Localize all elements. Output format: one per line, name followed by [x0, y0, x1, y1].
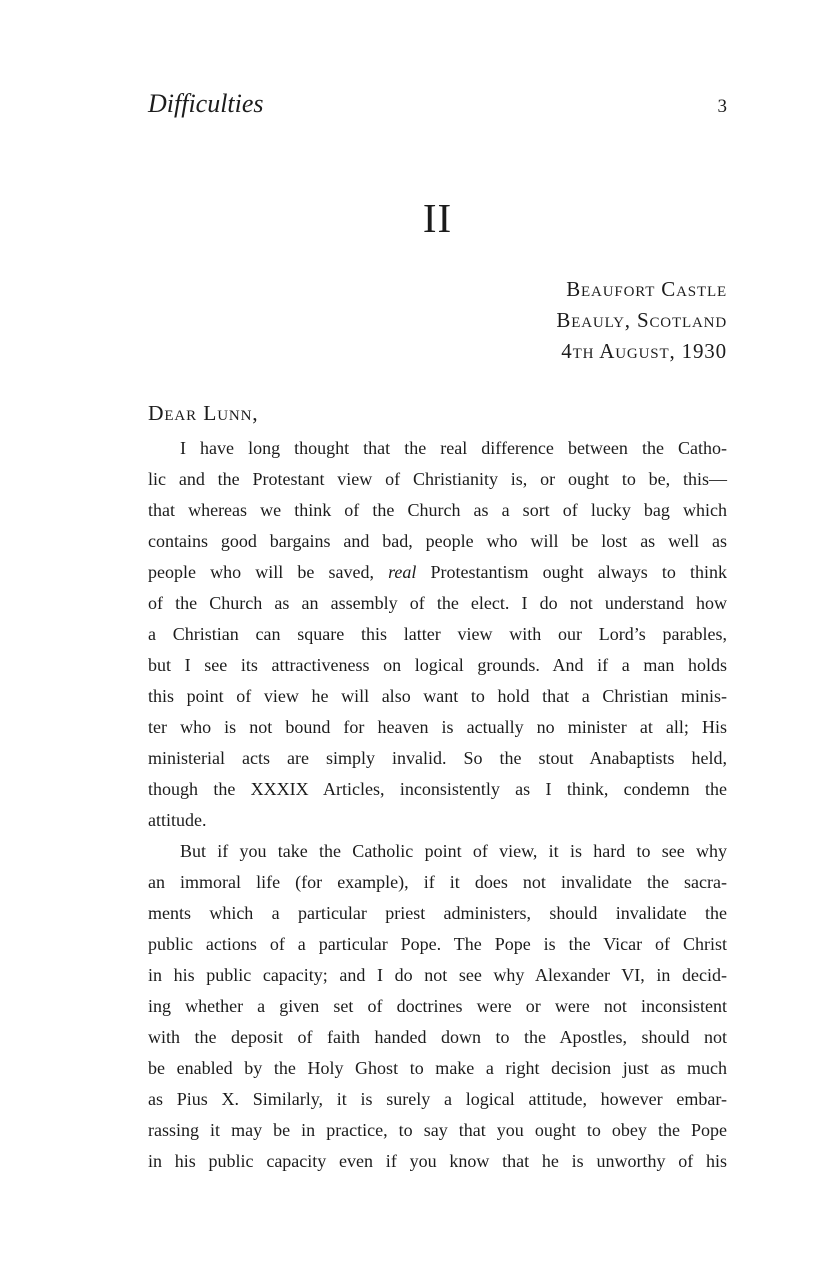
body-line: though the XXXIX Articles, inconsistently as I think, condemn the — [148, 779, 727, 799]
running-header — [148, 88, 727, 119]
page-number: 3 — [717, 96, 727, 117]
body-line: an immoral life (for example), if it does not invalidate the sacra- — [148, 872, 727, 892]
body-line: people who will be saved, real Protestantism ought always to think — [148, 562, 727, 582]
dateline-place: Beaufort Castle — [566, 277, 727, 301]
body-line: ing whether a given set of doctrines were or were not inconsistent — [148, 996, 727, 1016]
body-line: as Pius X. Similarly, it is surely a logical attitude, however embar- — [148, 1089, 727, 1109]
body-line: public actions of a particular Pope. The Pope is the Vicar of Christ — [148, 934, 727, 954]
salutation: Dear Lunn, — [148, 401, 259, 425]
body-line: but I see its attractiveness on logical grounds. And if a man holds — [148, 655, 727, 675]
body-line: ministerial acts are simply invalid. So the stout Anabaptists held, — [148, 748, 727, 768]
body-line: contains good bargains and bad, people who will be lost as well as — [148, 531, 727, 551]
body-line: lic and the Protestant view of Christianity is, or ought to be, this— — [148, 469, 727, 489]
chapter-heading: II — [422, 195, 453, 241]
body-line: attitude. — [148, 810, 207, 830]
body-line: ter who is not bound for heaven is actually no minister at all; His — [148, 717, 727, 737]
dateline-date: 4th August, 1930 — [561, 339, 727, 363]
running-header-title: Difficulties — [148, 89, 264, 118]
body-line: I have long thought that the real difference between the Catho- — [180, 438, 727, 458]
body-line: rassing it may be in practice, to say that you ought to obey the Pope — [148, 1120, 727, 1140]
body-line: in his public capacity; and I do not see why Alexander VI, in decid- — [148, 965, 727, 985]
letter-body — [148, 398, 727, 1177]
body-line: in his public capacity even if you know that he is unworthy of his — [148, 1151, 727, 1171]
dateline-locale: Beauly, Scotland — [556, 308, 727, 332]
dateline — [148, 274, 727, 367]
body-line: ments which a particular priest administers, should invalidate the — [148, 903, 727, 923]
body-line: of the Church as an assembly of the elect. I do not understand how — [148, 593, 727, 613]
paragraph — [148, 433, 727, 836]
body-line: But if you take the Catholic point of view, it is hard to see why — [180, 841, 727, 861]
body-line: with the deposit of faith handed down to the Apostles, should not — [148, 1027, 727, 1047]
body-line: this point of view he will also want to hold that a Christian minis- — [148, 686, 727, 706]
body-line: a Christian can square this latter view with our Lord’s parables, — [148, 624, 727, 644]
body-line: be enabled by the Holy Ghost to make a right decision just as much — [148, 1058, 727, 1078]
body-line: that whereas we think of the Church as a sort of lucky bag which — [148, 500, 727, 520]
paragraph — [148, 836, 727, 1177]
